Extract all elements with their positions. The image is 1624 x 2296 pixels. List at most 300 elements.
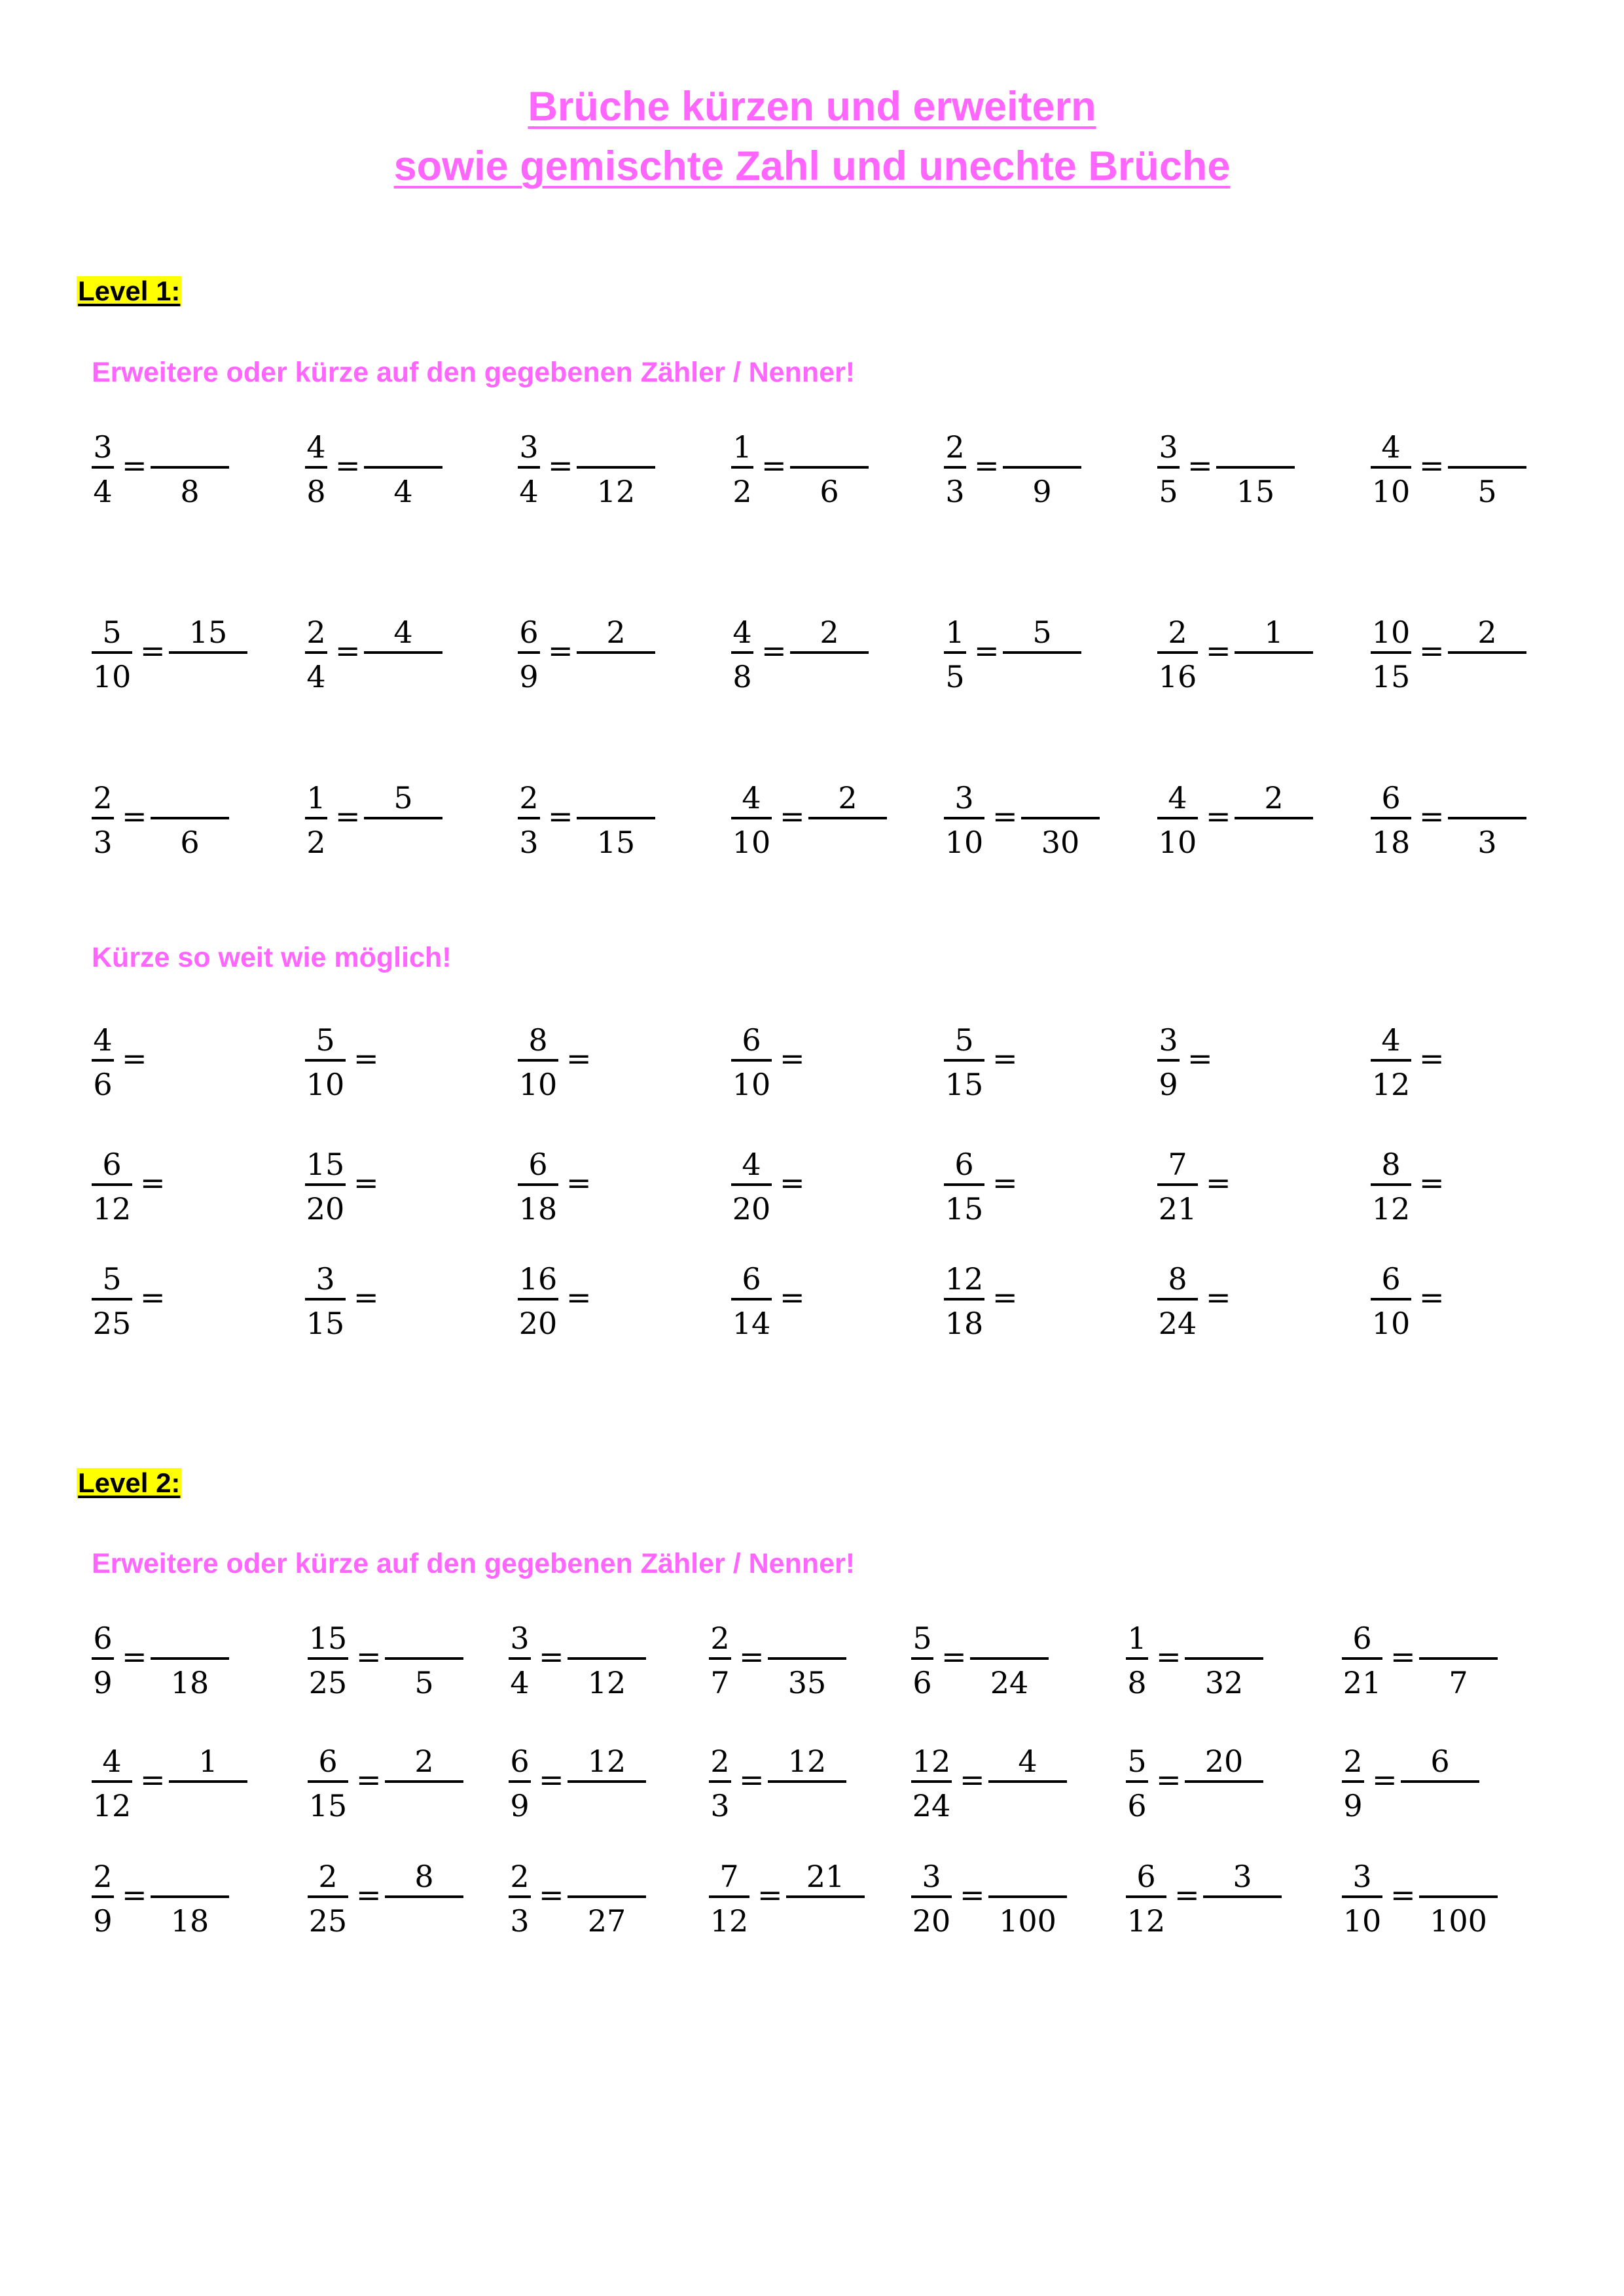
numerator: 10 — [1371, 615, 1411, 650]
equals-sign: = — [122, 1041, 147, 1076]
fraction-bar — [92, 1780, 132, 1783]
denominator: 3 — [510, 1903, 530, 1939]
given-numerator: 5 — [393, 780, 413, 816]
denominator: 12 — [1371, 1067, 1411, 1102]
equals-sign: = — [140, 1280, 166, 1315]
answer-fraction — [577, 771, 655, 863]
equals-sign: = — [356, 1762, 382, 1797]
level-1-instruction-extend: Erweitere oder kürze auf den gegebenen Zähler / Nenner! — [92, 357, 856, 388]
given-numerator: 21 — [806, 1859, 845, 1894]
reduce-fraction-exercise — [518, 1252, 649, 1344]
answer-fraction — [1003, 420, 1081, 512]
equals-sign: = — [1390, 1877, 1416, 1912]
denominator: 10 — [92, 659, 132, 694]
equals-sign: = — [992, 798, 1018, 834]
denominator: 5 — [1159, 474, 1178, 509]
denominator: 20 — [306, 1191, 345, 1227]
numerator: 2 — [93, 780, 113, 816]
denominator: 3 — [93, 825, 113, 860]
fraction-bar — [731, 1183, 772, 1186]
numerator: 3 — [1159, 1022, 1178, 1058]
equivalent-fraction-exercise — [92, 1850, 281, 1941]
fraction-bar — [944, 1059, 984, 1062]
answer-line — [1401, 1780, 1479, 1783]
equals-sign: = — [992, 1041, 1018, 1076]
answer-fraction — [151, 1611, 229, 1703]
fraction-bar — [911, 1895, 952, 1898]
fraction-bar — [509, 1780, 531, 1783]
numerator: 4 — [742, 780, 761, 816]
fraction-bar — [305, 1059, 346, 1062]
numerator: 5 — [954, 1022, 974, 1058]
numerator: 1 — [732, 429, 752, 465]
numerator: 3 — [922, 1859, 941, 1894]
numerator: 2 — [318, 1859, 338, 1894]
given-denominator: 5 — [1477, 474, 1497, 509]
equals-sign: = — [1206, 633, 1231, 668]
answer-fraction — [577, 420, 655, 512]
reduce-fraction-exercise — [1157, 1252, 1288, 1344]
numerator: 3 — [316, 1261, 335, 1297]
denominator: 15 — [945, 1191, 984, 1227]
answer-fraction — [1185, 1611, 1263, 1703]
denominator: 4 — [519, 474, 539, 509]
denominator: 15 — [308, 1788, 348, 1823]
numerator: 6 — [954, 1147, 974, 1182]
equivalent-fraction-exercise — [944, 420, 1134, 512]
denominator: 18 — [1371, 825, 1411, 860]
answer-fraction — [364, 771, 442, 863]
level-1-instruction-reduce: Kürze so weit wie möglich! — [92, 942, 452, 973]
equals-sign: = — [1419, 798, 1445, 834]
page-title-line-2: sowie gemischte Zahl und unechte Brüche — [393, 143, 1231, 189]
reduce-fraction-exercise — [944, 1138, 1075, 1229]
given-denominator: 6 — [180, 825, 200, 860]
equals-sign: = — [356, 1877, 382, 1912]
denominator: 6 — [93, 1067, 113, 1102]
numerator: 4 — [742, 1147, 761, 1182]
answer-fraction — [151, 1850, 229, 1941]
equals-sign: = — [1174, 1877, 1200, 1912]
reduce-fraction-exercise — [92, 1252, 223, 1344]
fraction-bar — [1157, 651, 1198, 654]
equivalent-fraction-exercise — [92, 605, 281, 697]
equals-sign: = — [122, 448, 147, 483]
answer-line — [169, 651, 247, 654]
answer-line — [364, 466, 442, 469]
answer-fraction — [169, 1734, 247, 1826]
equals-sign: = — [1372, 1762, 1398, 1797]
denominator: 2 — [732, 474, 752, 509]
given-denominator: 12 — [596, 474, 636, 509]
given-denominator: 32 — [1204, 1665, 1244, 1700]
fraction-bar — [709, 1895, 749, 1898]
numerator: 6 — [318, 1744, 338, 1779]
equals-sign: = — [992, 1280, 1018, 1315]
equals-sign: = — [122, 798, 147, 834]
fraction-bar — [518, 466, 540, 469]
answer-fraction — [568, 1734, 646, 1826]
numerator: 1 — [1127, 1621, 1147, 1656]
equivalent-fraction-exercise — [518, 420, 708, 512]
denominator: 18 — [945, 1306, 984, 1341]
equals-sign: = — [140, 633, 166, 668]
fraction-bar — [308, 1895, 348, 1898]
numerator: 8 — [1168, 1261, 1187, 1297]
fraction-bar — [911, 1780, 952, 1783]
answer-line — [988, 1780, 1067, 1783]
answer-fraction — [786, 1850, 865, 1941]
reduce-fraction-exercise — [1371, 1138, 1502, 1229]
answer-line — [1235, 651, 1313, 654]
denominator: 10 — [518, 1067, 558, 1102]
fraction-bar — [518, 1298, 558, 1300]
equals-sign: = — [566, 1165, 592, 1200]
equivalent-fraction-exercise — [308, 1850, 497, 1941]
denominator: 21 — [1158, 1191, 1197, 1227]
equals-sign: = — [780, 1165, 805, 1200]
fraction-bar — [731, 466, 753, 469]
equivalent-fraction-exercise — [731, 605, 921, 697]
reduce-fraction-exercise — [731, 1013, 862, 1105]
answer-line — [808, 817, 887, 819]
numerator: 5 — [102, 615, 122, 650]
denominator: 12 — [710, 1903, 749, 1939]
answer-fraction — [768, 1611, 846, 1703]
denominator: 16 — [1158, 659, 1197, 694]
given-numerator: 12 — [787, 1744, 827, 1779]
fraction-bar — [92, 651, 132, 654]
equals-sign: = — [780, 1041, 805, 1076]
given-denominator: 8 — [180, 474, 200, 509]
numerator: 6 — [1352, 1621, 1372, 1656]
fraction-bar — [731, 817, 772, 819]
denominator: 10 — [1158, 825, 1197, 860]
equals-sign: = — [1206, 798, 1231, 834]
answer-fraction — [790, 420, 869, 512]
answer-fraction — [568, 1850, 646, 1941]
answer-line — [988, 1895, 1067, 1898]
reduce-fraction-exercise — [305, 1138, 436, 1229]
equivalent-fraction-exercise — [709, 1734, 899, 1826]
fraction-bar — [944, 817, 984, 819]
equivalent-fraction-exercise — [308, 1611, 497, 1703]
answer-line — [364, 651, 442, 654]
given-denominator: 12 — [587, 1665, 626, 1700]
equivalent-fraction-exercise — [92, 420, 281, 512]
answer-fraction — [1419, 1611, 1498, 1703]
given-numerator: 1 — [1264, 615, 1284, 650]
equals-sign: = — [780, 1280, 805, 1315]
equivalent-fraction-exercise — [1342, 1734, 1532, 1826]
given-numerator: 2 — [1264, 780, 1284, 816]
numerator: 3 — [954, 780, 974, 816]
answer-fraction — [1185, 1734, 1263, 1826]
equals-sign: = — [140, 1762, 166, 1797]
numerator: 4 — [1381, 1022, 1401, 1058]
answer-fraction — [1235, 605, 1313, 697]
denominator: 3 — [945, 474, 965, 509]
fraction-bar — [305, 1298, 346, 1300]
equals-sign: = — [140, 1165, 166, 1200]
reduce-fraction-exercise — [92, 1013, 223, 1105]
numerator: 6 — [1136, 1859, 1156, 1894]
fraction-bar — [305, 817, 327, 819]
answer-line — [385, 1895, 463, 1898]
equals-sign: = — [356, 1639, 382, 1674]
equivalent-fraction-exercise — [1126, 1850, 1316, 1941]
given-denominator: 27 — [587, 1903, 626, 1939]
fraction-bar — [911, 1657, 933, 1660]
equals-sign: = — [566, 1041, 592, 1076]
numerator: 6 — [1381, 780, 1401, 816]
denominator: 10 — [1343, 1903, 1382, 1939]
equals-sign: = — [335, 448, 361, 483]
denominator: 15 — [1371, 659, 1411, 694]
denominator: 9 — [93, 1903, 113, 1939]
denominator: 10 — [306, 1067, 345, 1102]
numerator: 4 — [93, 1022, 113, 1058]
answer-fraction — [768, 1734, 846, 1826]
answer-line — [768, 1780, 846, 1783]
numerator: 12 — [945, 1261, 984, 1297]
numerator: 5 — [1127, 1744, 1147, 1779]
fraction-bar — [1342, 1780, 1364, 1783]
fraction-bar — [731, 1298, 772, 1300]
equals-sign: = — [974, 448, 1000, 483]
denominator: 24 — [1158, 1306, 1197, 1341]
equals-sign: = — [780, 798, 805, 834]
numerator: 6 — [1381, 1261, 1401, 1297]
answer-line — [1419, 1895, 1498, 1898]
denominator: 10 — [732, 1067, 771, 1102]
numerator: 4 — [102, 1744, 122, 1779]
equals-sign: = — [960, 1877, 985, 1912]
given-numerator: 3 — [1233, 1859, 1252, 1894]
fraction-bar — [1371, 466, 1411, 469]
answer-fraction — [808, 771, 887, 863]
denominator: 12 — [1127, 1903, 1166, 1939]
equals-sign: = — [941, 1639, 967, 1674]
numerator: 6 — [93, 1621, 113, 1656]
numerator: 3 — [1159, 429, 1178, 465]
answer-fraction — [1003, 605, 1081, 697]
answer-line — [1021, 817, 1100, 819]
answer-line — [790, 466, 869, 469]
answer-fraction — [1216, 420, 1295, 512]
fraction-bar — [1126, 1895, 1166, 1898]
given-numerator: 4 — [393, 615, 413, 650]
answer-line — [768, 1657, 846, 1660]
given-numerator: 5 — [1032, 615, 1052, 650]
given-denominator: 7 — [1449, 1665, 1468, 1700]
equals-sign: = — [1206, 1165, 1231, 1200]
numerator: 6 — [742, 1022, 761, 1058]
numerator: 1 — [306, 780, 326, 816]
reduce-fraction-exercise — [92, 1138, 223, 1229]
level-1-label: Level 1: — [78, 276, 181, 306]
equals-sign: = — [757, 1877, 783, 1912]
page-title-line-1: Brüche kürzen und erweitern — [528, 84, 1096, 130]
answer-line — [1003, 466, 1081, 469]
denominator: 10 — [945, 825, 984, 860]
answer-fraction — [385, 1850, 463, 1941]
given-numerator: 2 — [606, 615, 626, 650]
equivalent-fraction-exercise — [518, 605, 708, 697]
answer-fraction — [1401, 1734, 1479, 1826]
numerator: 2 — [1343, 1744, 1363, 1779]
answer-fraction — [1203, 1850, 1282, 1941]
numerator: 16 — [518, 1261, 558, 1297]
equals-sign: = — [335, 798, 361, 834]
equals-sign: = — [353, 1280, 379, 1315]
answer-line — [151, 466, 229, 469]
fraction-bar — [944, 1183, 984, 1186]
numerator: 4 — [1168, 780, 1187, 816]
given-denominator: 100 — [1430, 1903, 1487, 1939]
answer-line — [1216, 466, 1295, 469]
given-denominator: 4 — [393, 474, 413, 509]
answer-fraction — [790, 605, 869, 697]
equivalent-fraction-exercise — [911, 1734, 1101, 1826]
numerator: 15 — [306, 1147, 345, 1182]
numerator: 3 — [510, 1621, 530, 1656]
answer-line — [970, 1657, 1049, 1660]
reduce-fraction-exercise — [1371, 1013, 1502, 1105]
given-numerator: 6 — [1430, 1744, 1450, 1779]
fraction-bar — [944, 466, 966, 469]
reduce-fraction-exercise — [1371, 1252, 1502, 1344]
equals-sign: = — [1156, 1639, 1182, 1674]
equivalent-fraction-exercise — [92, 771, 281, 863]
fraction-bar — [709, 1657, 731, 1660]
numerator: 2 — [710, 1744, 730, 1779]
reduce-fraction-exercise — [305, 1252, 436, 1344]
equals-sign: = — [960, 1762, 985, 1797]
given-numerator: 2 — [838, 780, 857, 816]
reduce-fraction-exercise — [944, 1252, 1075, 1344]
given-numerator: 15 — [189, 615, 228, 650]
numerator: 2 — [93, 1859, 113, 1894]
equals-sign: = — [761, 633, 787, 668]
answer-fraction — [988, 1734, 1067, 1826]
given-numerator: 4 — [1018, 1744, 1038, 1779]
equals-sign: = — [335, 633, 361, 668]
fraction-bar — [308, 1657, 348, 1660]
fraction-bar — [509, 1657, 531, 1660]
given-denominator: 30 — [1041, 825, 1080, 860]
equivalent-fraction-exercise — [1371, 420, 1561, 512]
equivalent-fraction-exercise — [305, 771, 495, 863]
equals-sign: = — [1187, 1041, 1213, 1076]
fraction-bar — [1371, 1298, 1411, 1300]
equals-sign: = — [761, 448, 787, 483]
answer-line — [151, 817, 229, 819]
equals-sign: = — [1419, 448, 1445, 483]
reduce-fraction-exercise — [518, 1013, 649, 1105]
fraction-bar — [518, 1059, 558, 1062]
equals-sign: = — [992, 1165, 1018, 1200]
answer-line — [385, 1780, 463, 1783]
denominator: 9 — [93, 1665, 113, 1700]
denominator: 25 — [308, 1665, 348, 1700]
equals-sign: = — [539, 1639, 564, 1674]
equals-sign: = — [739, 1762, 765, 1797]
answer-line — [786, 1895, 865, 1898]
equivalent-fraction-exercise — [731, 420, 921, 512]
given-numerator: 12 — [587, 1744, 626, 1779]
answer-line — [385, 1657, 463, 1660]
equivalent-fraction-exercise — [305, 605, 495, 697]
equivalent-fraction-exercise — [509, 1611, 698, 1703]
level-2-label: Level 2: — [78, 1467, 181, 1498]
equals-sign: = — [1206, 1280, 1231, 1315]
answer-line — [790, 651, 869, 654]
equivalent-fraction-exercise — [1342, 1611, 1532, 1703]
equivalent-fraction-exercise — [305, 420, 495, 512]
denominator: 14 — [732, 1306, 771, 1341]
equivalent-fraction-exercise — [1157, 771, 1347, 863]
given-denominator: 35 — [787, 1665, 827, 1700]
denominator: 9 — [519, 659, 539, 694]
equals-sign: = — [548, 448, 573, 483]
numerator: 2 — [306, 615, 326, 650]
equals-sign: = — [1419, 1165, 1445, 1200]
fraction-bar — [308, 1780, 348, 1783]
equals-sign: = — [1419, 633, 1445, 668]
equivalent-fraction-exercise — [1157, 420, 1347, 512]
fraction-bar — [1371, 1059, 1411, 1062]
denominator: 4 — [93, 474, 113, 509]
answer-line — [1185, 1780, 1263, 1783]
equals-sign: = — [353, 1165, 379, 1200]
denominator: 4 — [306, 659, 326, 694]
given-numerator: 2 — [820, 615, 839, 650]
numerator: 5 — [102, 1261, 122, 1297]
numerator: 6 — [510, 1744, 530, 1779]
numerator: 6 — [519, 615, 539, 650]
fraction-bar — [1157, 1183, 1198, 1186]
equivalent-fraction-exercise — [709, 1850, 899, 1941]
given-denominator: 6 — [820, 474, 839, 509]
answer-line — [364, 817, 442, 819]
answer-fraction — [151, 420, 229, 512]
equals-sign: = — [1390, 1639, 1416, 1674]
numerator: 8 — [1381, 1147, 1401, 1182]
answer-fraction — [988, 1850, 1067, 1941]
denominator: 12 — [92, 1788, 132, 1823]
denominator: 24 — [912, 1788, 951, 1823]
denominator: 10 — [732, 825, 771, 860]
fraction-bar — [1157, 1298, 1198, 1300]
answer-line — [568, 1780, 646, 1783]
fraction-bar — [305, 1183, 346, 1186]
answer-fraction — [1021, 771, 1100, 863]
numerator: 2 — [1168, 615, 1187, 650]
fraction-bar — [1371, 817, 1411, 819]
fraction-bar — [92, 1657, 114, 1660]
equivalent-fraction-exercise — [1371, 771, 1561, 863]
fraction-bar — [92, 466, 114, 469]
numerator: 7 — [1168, 1147, 1187, 1182]
equals-sign: = — [539, 1762, 564, 1797]
fraction-bar — [731, 651, 753, 654]
answer-fraction — [577, 605, 655, 697]
equivalent-fraction-exercise — [1157, 605, 1347, 697]
denominator: 5 — [945, 659, 965, 694]
answer-fraction — [1448, 771, 1526, 863]
answer-line — [169, 1780, 247, 1783]
